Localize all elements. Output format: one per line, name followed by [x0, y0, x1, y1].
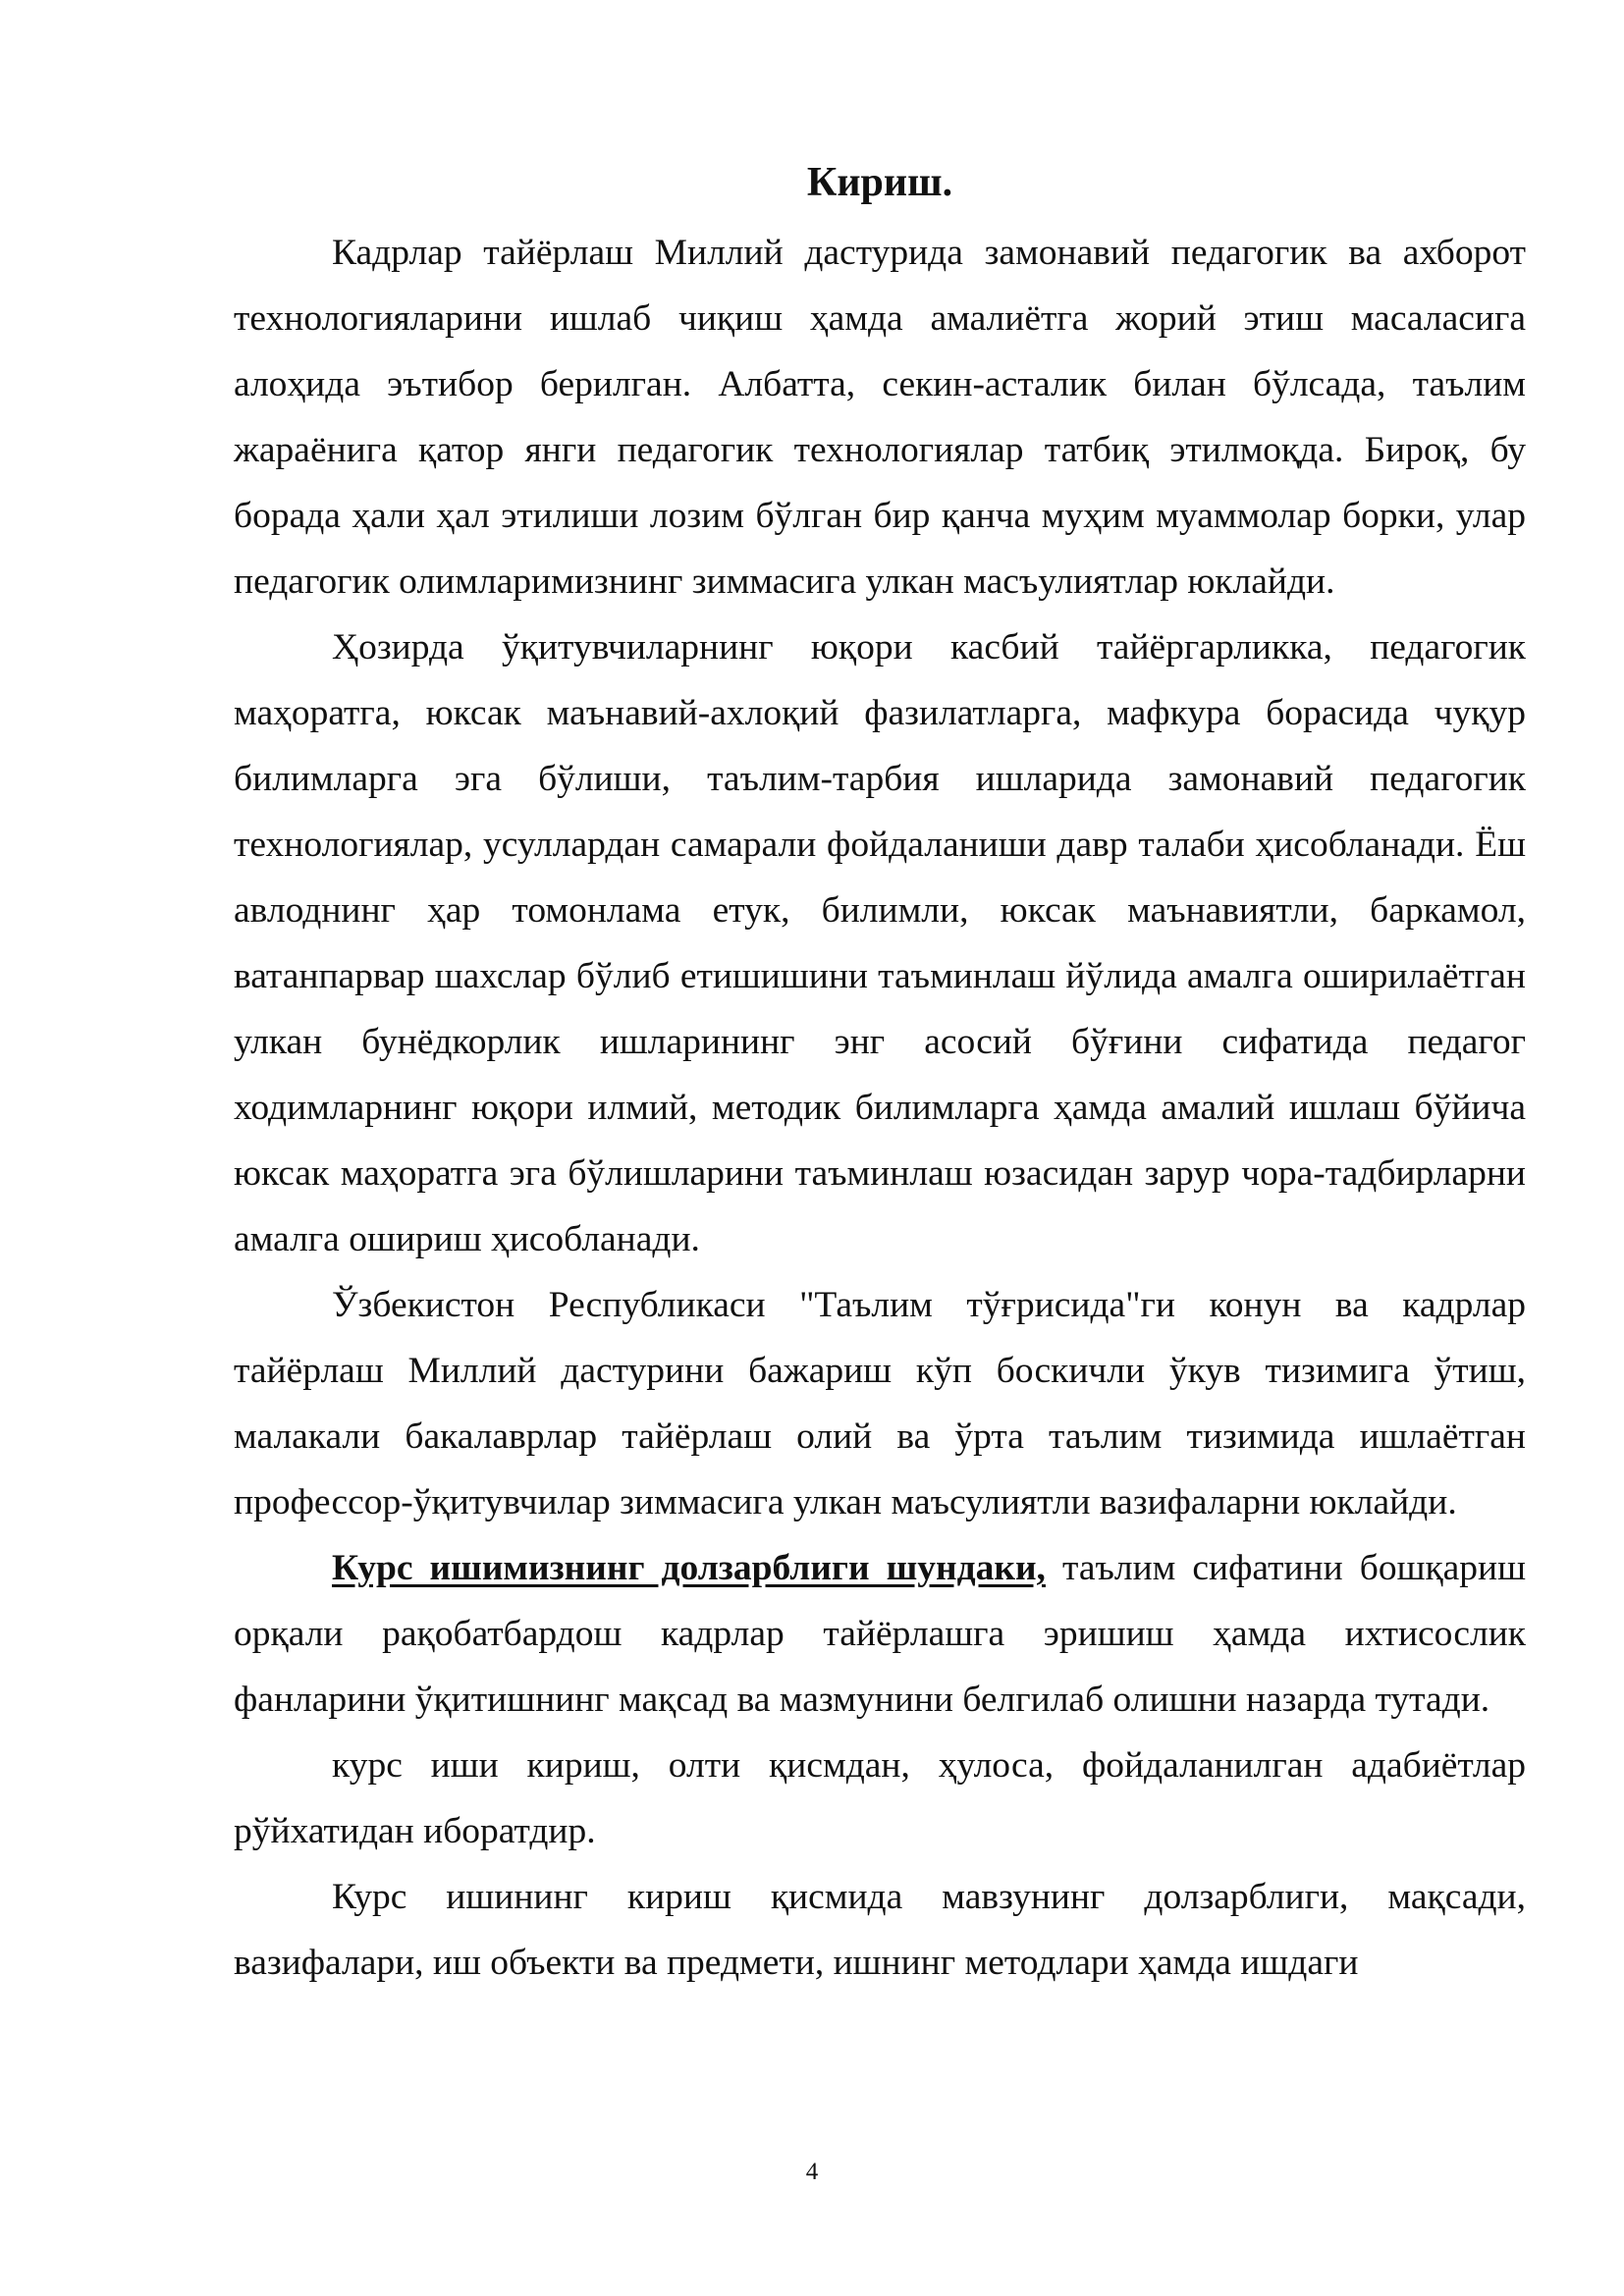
relevance-lead-phrase: Курс ишимизнинг долзарблиги шундаки, [332, 1548, 1046, 1588]
section-title: Кириш. [806, 160, 953, 205]
paragraph-3 [234, 1272, 1526, 1535]
paragraph-6 [234, 1864, 1526, 1996]
page-body [234, 153, 1526, 1996]
paragraph-1 [234, 220, 1526, 614]
paragraph-6-text: Курс ишининг кириш қисмида мавзунинг долзарблиги, мақсади, вазифалари, иш объекти ва предмети, ишнинг методлари ҳамда ишдаги [234, 1877, 1526, 1983]
paragraph-4 [234, 1535, 1526, 1733]
paragraph-2-text: Ҳозирда ўқитувчиларнинг юқори касбий тайёргарликка, педагогик маҳоратга, юксак маънавий-ахлоқий фазилатларга, мафкура борасида чуқур билимларга эга бўлиши, таълим-тарбия ишларида замонавий педагогик технологиялар, усуллардан самарали фойдаланиши давр талаби ҳисобланади. Ёш авлоднинг ҳар томонлама етук, билимли, юксак маънавиятли, баркамол, ватанпарвар шахслар бўлиб етишишини таъминлаш йўлида амалга оширилаётган улкан бунёдкорлик ишларининг энг асосий бўғини сифатида педагог ходимларнинг юқори илмий, методик билимларга ҳамда амалий ишлаш бўйича юксак маҳоратга эга бўлишларини таъминлаш юзасидан зарур чора-тадбирларни амалга ошириш ҳисобланади. [234, 627, 1526, 1259]
paragraph-1-text: Кадрлар тайёрлаш Миллий дастурида замонавий педагогик ва ахборот технологияларини ишлаб чиқиш ҳамда амалиётга жорий этиш масаласига алоҳида эътибор берилган. Албатта, секин-асталик билан бўлсада, таълим жараёнига қатор янги педагогик технологиялар татбиқ этилмоқда. Бироқ, бу борада ҳали ҳал этилиши лозим бўлган бир қанча муҳим муаммолар борки, улар педагогик олимларимизнинг зиммасига улкан масъулиятлар юклайди. [234, 233, 1526, 602]
page-number: 4 [805, 2159, 819, 2185]
paragraph-3-text: Ўзбекистон Республикаси "Таълим тўғрисида"ги конун ва кадрлар тайёрлаш Миллий дастурини бажариш кўп боскичли ўкув тизимига ўтиш, малакали бакалаврлар тайёрлаш олий ва ўрта таълим тизимида ишлаётган профессор-ўқитувчилар зиммасига улкан маъсулиятли вазифаларни юклайди. [234, 1285, 1526, 1522]
paragraph-2 [234, 614, 1526, 1272]
paragraph-5-text: курс иши кириш, олти қисмдан, ҳулоса, фойдаланилган адабиётлар рўйхатидан иборатдир. [234, 1745, 1526, 1851]
paragraph-4-text: таълим сифатини бошқариш орқали рақобатбардош кадрлар тайёрлашга эришиш ҳамда ихтисослик фанларини ўқитишнинг мақсад ва мазмунини белгилаб олишни назарда тутади. [234, 1548, 1526, 1720]
paragraph-5 [234, 1733, 1526, 1864]
